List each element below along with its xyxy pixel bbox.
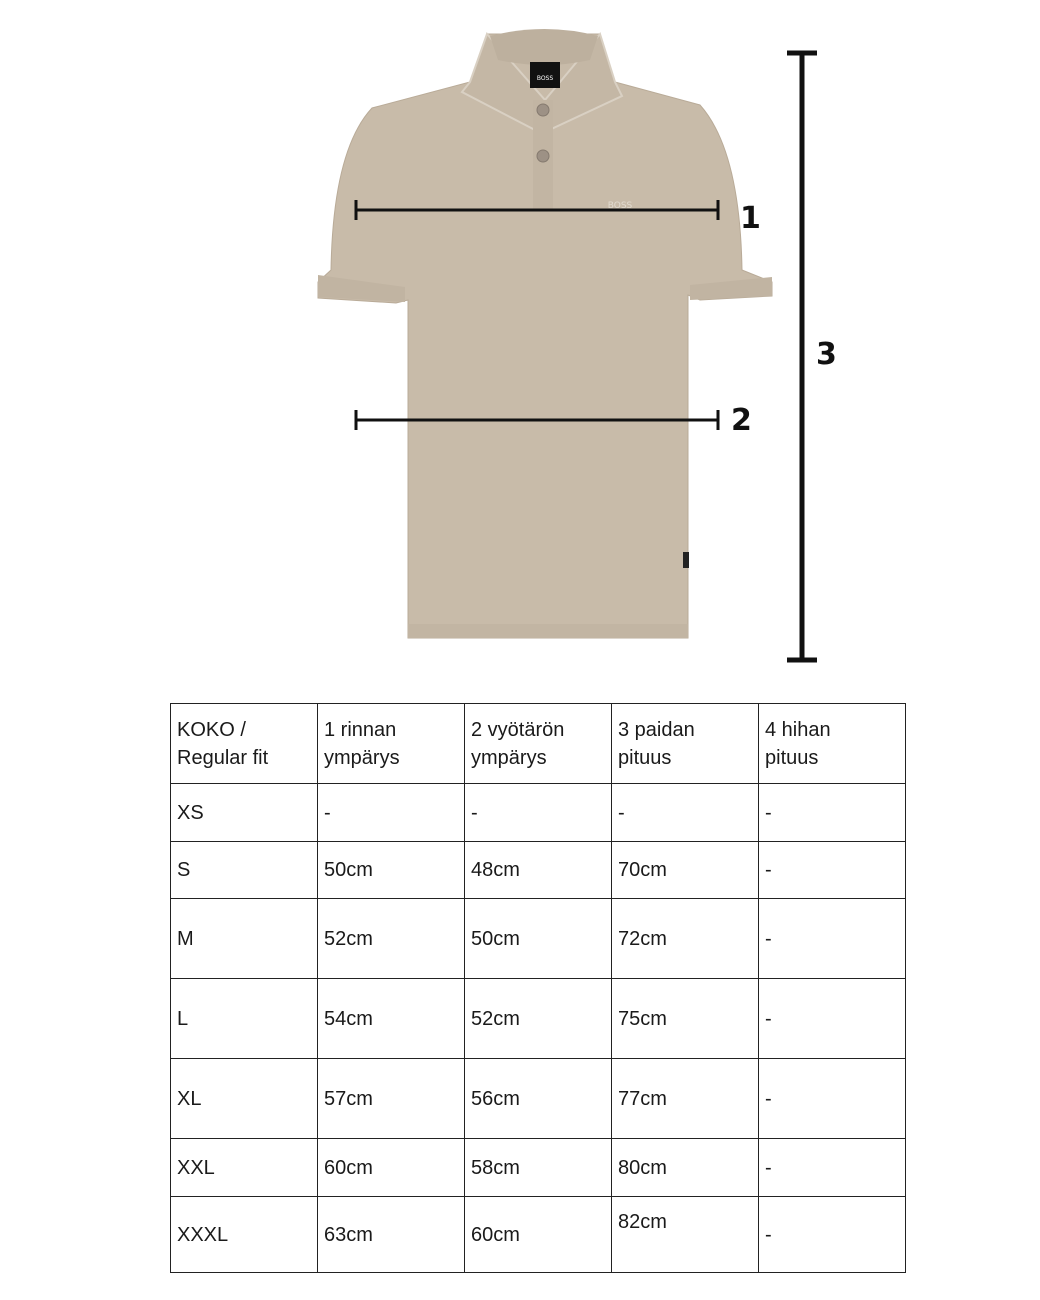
sleeve-cell: - bbox=[759, 784, 906, 842]
chest-cell: 52cm bbox=[318, 899, 465, 979]
collar-back bbox=[490, 29, 598, 65]
sleeve-cell: - bbox=[759, 899, 906, 979]
side-tag bbox=[683, 552, 689, 568]
marker-2-label: 2 bbox=[731, 403, 752, 438]
sleeve-cell: - bbox=[759, 1139, 906, 1197]
length-cell: 72cm bbox=[612, 899, 759, 979]
neck-label-text: BOSS bbox=[536, 75, 554, 82]
hem bbox=[408, 624, 688, 638]
size-cell: XXXL bbox=[171, 1197, 318, 1273]
chest-cell: 50cm bbox=[318, 842, 465, 899]
header-size: KOKO / Regular fit bbox=[171, 704, 318, 784]
size-cell: L bbox=[171, 979, 318, 1059]
marker-1-label: 1 bbox=[740, 201, 761, 236]
waist-cell: 50cm bbox=[465, 899, 612, 979]
length-cell: 70cm bbox=[612, 842, 759, 899]
table-row bbox=[171, 899, 906, 979]
sleeve-cell: - bbox=[759, 1059, 906, 1139]
waist-cell: - bbox=[465, 784, 612, 842]
length-cell: 77cm bbox=[612, 1059, 759, 1139]
size-cell: XXL bbox=[171, 1139, 318, 1197]
size-cell: M bbox=[171, 899, 318, 979]
chest-cell: 54cm bbox=[318, 979, 465, 1059]
button bbox=[537, 104, 549, 116]
sleeve-cell: - bbox=[759, 979, 906, 1059]
table-row bbox=[171, 1059, 906, 1139]
length-cell: 75cm bbox=[612, 979, 759, 1059]
waist-cell: 58cm bbox=[465, 1139, 612, 1197]
header-chest: 1 rinnan ympärys bbox=[318, 704, 465, 784]
table-row bbox=[171, 842, 906, 899]
waist-cell: 56cm bbox=[465, 1059, 612, 1139]
chest-cell: 63cm bbox=[318, 1197, 465, 1273]
length-cell: 82cm bbox=[612, 1197, 759, 1273]
table-header-row bbox=[171, 704, 906, 784]
waist-cell: 60cm bbox=[465, 1197, 612, 1273]
marker-3-label: 3 bbox=[816, 337, 837, 372]
button bbox=[537, 150, 549, 162]
size-chart-table bbox=[170, 703, 906, 1273]
size-cell: XL bbox=[171, 1059, 318, 1139]
length-measure-line bbox=[787, 53, 817, 660]
table-row bbox=[171, 1197, 906, 1273]
chest-cell: 57cm bbox=[318, 1059, 465, 1139]
waist-cell: 48cm bbox=[465, 842, 612, 899]
length-cell: - bbox=[612, 784, 759, 842]
chest-cell: - bbox=[318, 784, 465, 842]
size-cell: XS bbox=[171, 784, 318, 842]
length-cell: 80cm bbox=[612, 1139, 759, 1197]
table-row bbox=[171, 784, 906, 842]
table-row bbox=[171, 1139, 906, 1197]
chest-cell: 60cm bbox=[318, 1139, 465, 1197]
header-length: 3 paidan pituus bbox=[612, 704, 759, 784]
sleeve-cell: - bbox=[759, 1197, 906, 1273]
size-cell: S bbox=[171, 842, 318, 899]
sleeve-cell: - bbox=[759, 842, 906, 899]
chest-logo: BOSS bbox=[607, 201, 633, 211]
table-row bbox=[171, 979, 906, 1059]
waist-cell: 52cm bbox=[465, 979, 612, 1059]
header-waist: 2 vyötärön ympärys bbox=[465, 704, 612, 784]
header-sleeve: 4 hihan pituus bbox=[759, 704, 906, 784]
